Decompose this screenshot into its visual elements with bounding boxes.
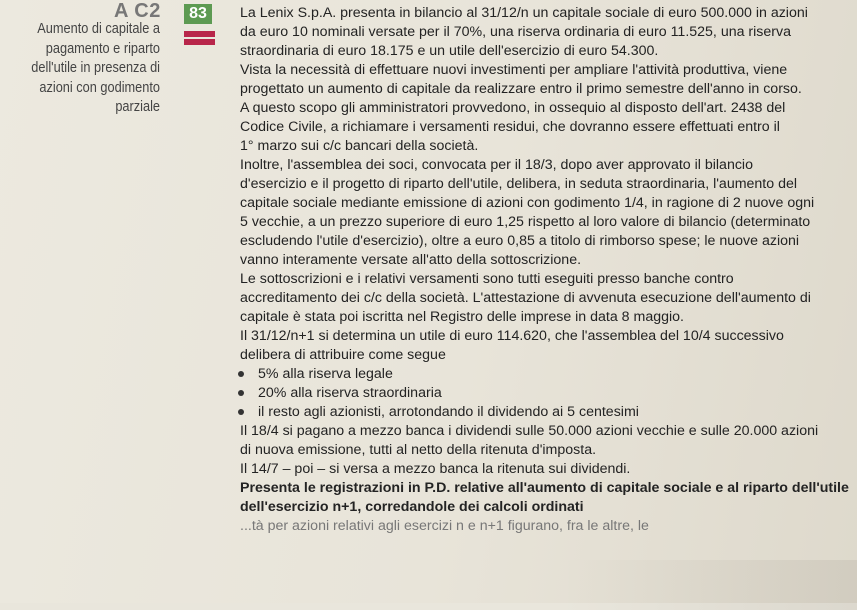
text-line: capitale è stata poi iscritta nel Registro delle imprese in data 8 maggio. <box>240 309 684 325</box>
instruction-paragraph <box>240 479 849 517</box>
list-item: 20% alla riserva straordinaria <box>240 384 845 403</box>
paragraph-4 <box>240 270 845 327</box>
text-line: Il 31/12/n+1 si determina un utile di euro 114.620, che l'assemblea del 10/4 successivo <box>240 328 784 344</box>
side-title-line: azioni con godimento <box>39 79 161 96</box>
text-line: A questo scopo gli amministratori provvedono, in ossequio al disposto dell'art. 2438 del <box>240 100 786 116</box>
text-line: 5 vecchie, a un prezzo superiore di euro 1,25 rispetto al loro valore di bilancio (determinato <box>240 214 811 230</box>
text-line: 1° marzo sui c/c bancari della società. <box>240 138 479 154</box>
text-line: Vista la necessità di effettuare nuovi investimenti per ampliare l'attività produttiva, viene <box>240 62 788 78</box>
side-title-line: parziale <box>115 99 160 115</box>
text-line: Le sottoscrizioni e i relativi versamenti sono tutti eseguiti presso banche contro <box>240 271 734 287</box>
text-line: Inoltre, l'assemblea dei soci, convocata per il 18/3, dopo aver approvato il bilancio <box>240 157 753 173</box>
list-item: il resto agli azionisti, arrotondando il dividendo ai 5 centesimi <box>240 403 845 422</box>
paragraph-6 <box>240 422 845 460</box>
text-line: Il 18/4 si pagano a mezzo banca i dividendi sulle 50.000 azioni vecchie e sulle 20.000 azioni <box>240 423 819 439</box>
text-line: dell'esercizio n+1, corredandole dei calcoli ordinati <box>240 499 584 515</box>
text-line: accreditamento dei c/c della società. L'attestazione di avvenuta esecuzione dell'aumento di <box>240 290 811 306</box>
exercise-text <box>240 4 849 536</box>
side-title-line: dell'utile in presenza di <box>31 60 160 76</box>
side-title-line: pagamento e riparto <box>45 40 160 57</box>
section-code: A C2 <box>114 0 161 22</box>
difficulty-bar-icon <box>184 31 215 45</box>
text-line: capitale sociale mediante emissione di azioni con godimento 1/4, in ragione di 2 nuove ogni <box>240 195 815 211</box>
text-line: da euro 10 nominali versate per il 70%, una riserva ordinaria di euro 11.525, una riserva <box>240 24 791 40</box>
exercise-side-title <box>19 20 160 118</box>
text-line: Codice Civile, a richiamare i versamenti residui, che dovranno essere effettuati entro il <box>240 119 780 135</box>
text-line: straordinaria di euro 18.175 e un utile dell'esercizio di euro 54.300. <box>240 43 659 59</box>
paragraph-9 <box>240 517 845 536</box>
exercise-number-badge: 83 <box>184 4 212 24</box>
paragraph-7 <box>240 460 845 479</box>
text-line: d'esercizio e il progetto di riparto dell'utile, delibera, in seduta straordinaria, l'aumento del <box>240 176 798 192</box>
text-line: Il 14/7 – poi – si versa a mezzo banca la ritenuta sui dividendi. <box>240 461 631 477</box>
text-line: progettato un aumento di capitale da realizzare entro il primo semestre dell'anno in corso. <box>240 81 802 97</box>
text-line: escludendo l'utile d'esercizio), oltre a euro 0,85 a titolo di rimborso spese; le nuove azioni <box>240 233 800 249</box>
paragraph-3 <box>240 156 845 270</box>
paragraph-2 <box>240 61 845 156</box>
text-line: delibera di attribuire come segue <box>240 347 446 363</box>
text-line: Presenta le registrazioni in P.D. relative all'aumento di capitale sociale e al riparto dell'utile <box>240 480 849 496</box>
text-line: vanno interamente versate all'atto della sottoscrizione. <box>240 252 582 268</box>
bullet-list <box>240 365 845 422</box>
paragraph-5 <box>240 327 845 365</box>
list-item: 5% alla riserva legale <box>240 365 845 384</box>
text-line: La Lenix S.p.A. presenta in bilancio al 31/12/n un capitale sociale di euro 500.000 in azioni <box>240 5 808 21</box>
text-line: di nuova emissione, tutti al netto della ritenuta d'imposta. <box>240 442 597 458</box>
paragraph-1 <box>240 4 845 61</box>
side-title-line: Aumento di capitale a <box>37 21 160 37</box>
text-line: ...tà per azioni relativi agli esercizi n e n+1 figurano, fra le altre, le <box>240 518 649 534</box>
